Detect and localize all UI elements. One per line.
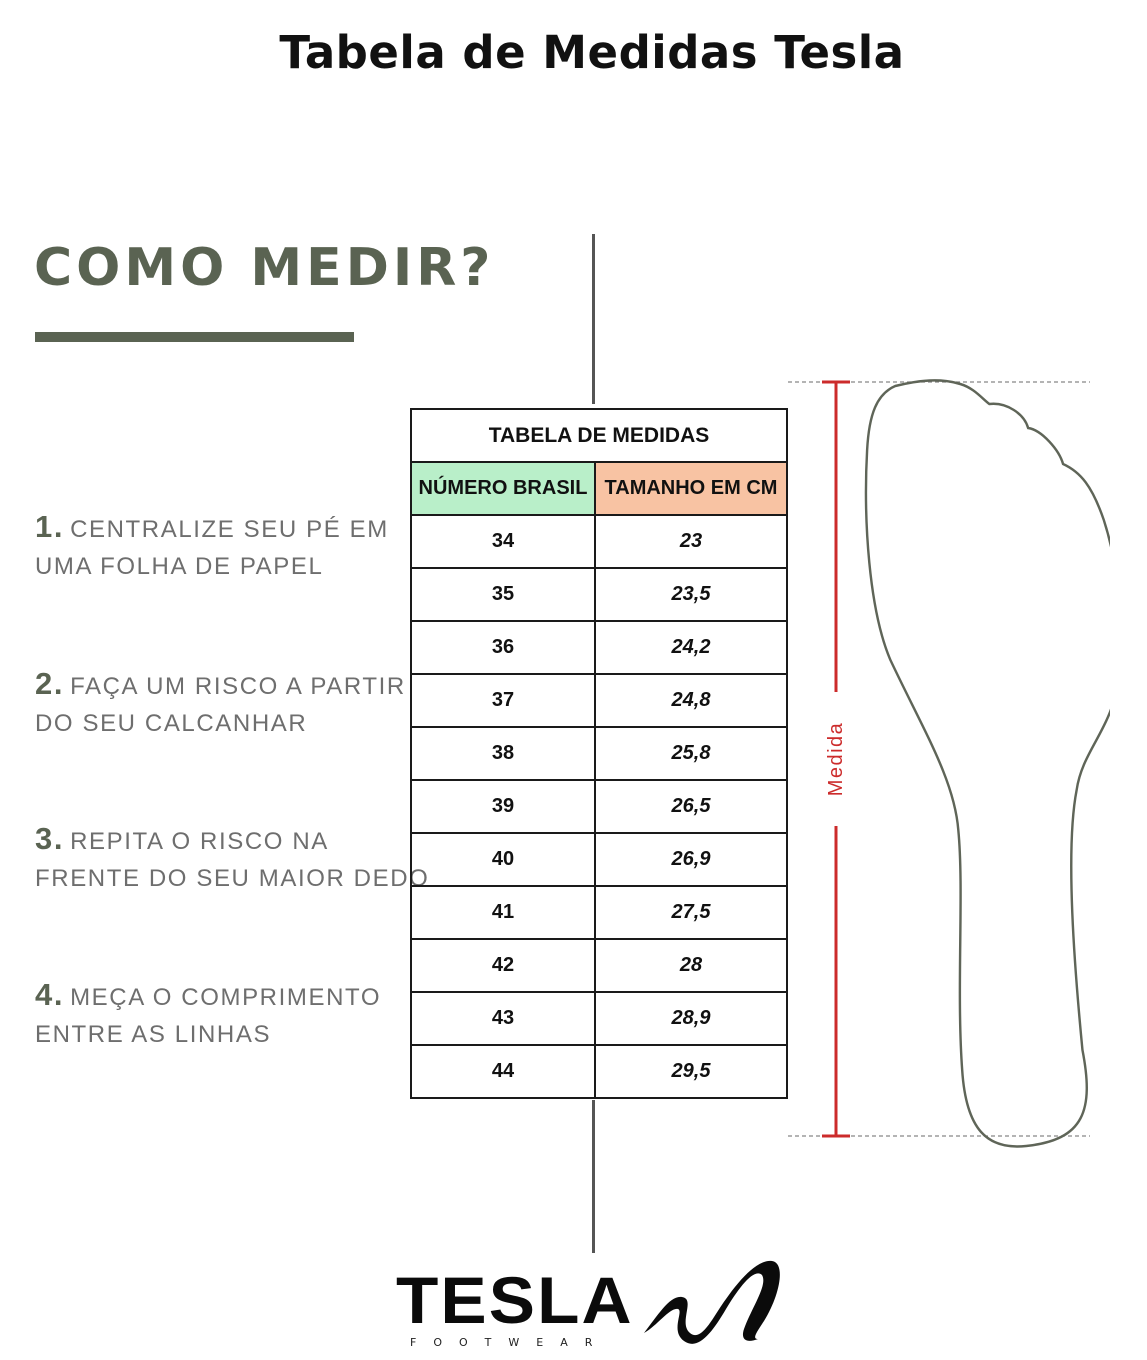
step-number: 1. — [35, 509, 65, 544]
table-body — [411, 515, 787, 1098]
step-text: CENTRALIZE SEU PÉ EM — [70, 516, 389, 543]
size-cell: 35 — [411, 568, 595, 621]
step-text: MEÇA O COMPRIMENTO — [70, 984, 382, 1011]
step-text: DO SEU CALCANHAR — [35, 710, 308, 737]
table-row — [411, 674, 787, 727]
heading-underline — [35, 332, 354, 342]
brand-logo-text: TESLA — [396, 1263, 634, 1337]
table-row — [411, 727, 787, 780]
cm-cell: 26,5 — [595, 780, 787, 833]
table-row — [411, 621, 787, 674]
step-text: UMA FOLHA DE PAPEL — [35, 553, 324, 580]
step-number: 3. — [35, 821, 65, 856]
divider-line-bottom — [592, 1100, 595, 1253]
cm-cell: 24,2 — [595, 621, 787, 674]
brand-swoosh-icon — [640, 1255, 790, 1350]
size-table — [410, 408, 788, 1099]
size-cell: 39 — [411, 780, 595, 833]
table-title: TABELA DE MEDIDAS — [411, 409, 787, 462]
table-row — [411, 992, 787, 1045]
cm-cell: 27,5 — [595, 886, 787, 939]
column-header-size: NÚMERO BRASIL — [411, 462, 595, 515]
column-header-cm: TAMANHO EM CM — [595, 462, 787, 515]
step-4 — [35, 976, 381, 1053]
size-cell: 43 — [411, 992, 595, 1045]
measure-label: Medida — [825, 721, 847, 797]
step-number: 4. — [35, 977, 65, 1012]
step-number: 2. — [35, 666, 65, 701]
page-title: Tabela de Medidas Tesla — [279, 26, 905, 79]
table-row — [411, 833, 787, 886]
cm-cell: 28 — [595, 939, 787, 992]
size-cell: 42 — [411, 939, 595, 992]
step-text: FRENTE DO SEU MAIOR DEDO — [35, 865, 430, 892]
step-1 — [35, 508, 389, 585]
cm-cell: 26,9 — [595, 833, 787, 886]
cm-cell: 23,5 — [595, 568, 787, 621]
foot-measure-diagram — [780, 370, 1110, 1160]
step-2 — [35, 665, 406, 742]
cm-cell: 29,5 — [595, 1045, 787, 1098]
size-cell: 41 — [411, 886, 595, 939]
cm-cell: 25,8 — [595, 727, 787, 780]
size-cell: 40 — [411, 833, 595, 886]
table-row — [411, 886, 787, 939]
cm-cell: 23 — [595, 515, 787, 568]
size-cell: 36 — [411, 621, 595, 674]
cm-cell: 28,9 — [595, 992, 787, 1045]
step-3 — [35, 820, 429, 897]
table-row — [411, 515, 787, 568]
table-row — [411, 780, 787, 833]
cm-cell: 24,8 — [595, 674, 787, 727]
table-row — [411, 939, 787, 992]
table-row — [411, 568, 787, 621]
size-cell: 34 — [411, 515, 595, 568]
step-text: ENTRE AS LINHAS — [35, 1021, 272, 1048]
divider-line-top — [592, 234, 595, 404]
brand-subtitle: FOOTWEAR — [410, 1336, 610, 1349]
step-text: REPITA O RISCO NA — [70, 828, 329, 855]
size-cell: 44 — [411, 1045, 595, 1098]
foot-outline-icon — [866, 380, 1110, 1146]
size-cell: 38 — [411, 727, 595, 780]
guide-heading: COMO MEDIR? — [34, 238, 495, 298]
size-cell: 37 — [411, 674, 595, 727]
table-row — [411, 1045, 787, 1098]
step-text: FAÇA UM RISCO A PARTIR — [70, 673, 406, 700]
